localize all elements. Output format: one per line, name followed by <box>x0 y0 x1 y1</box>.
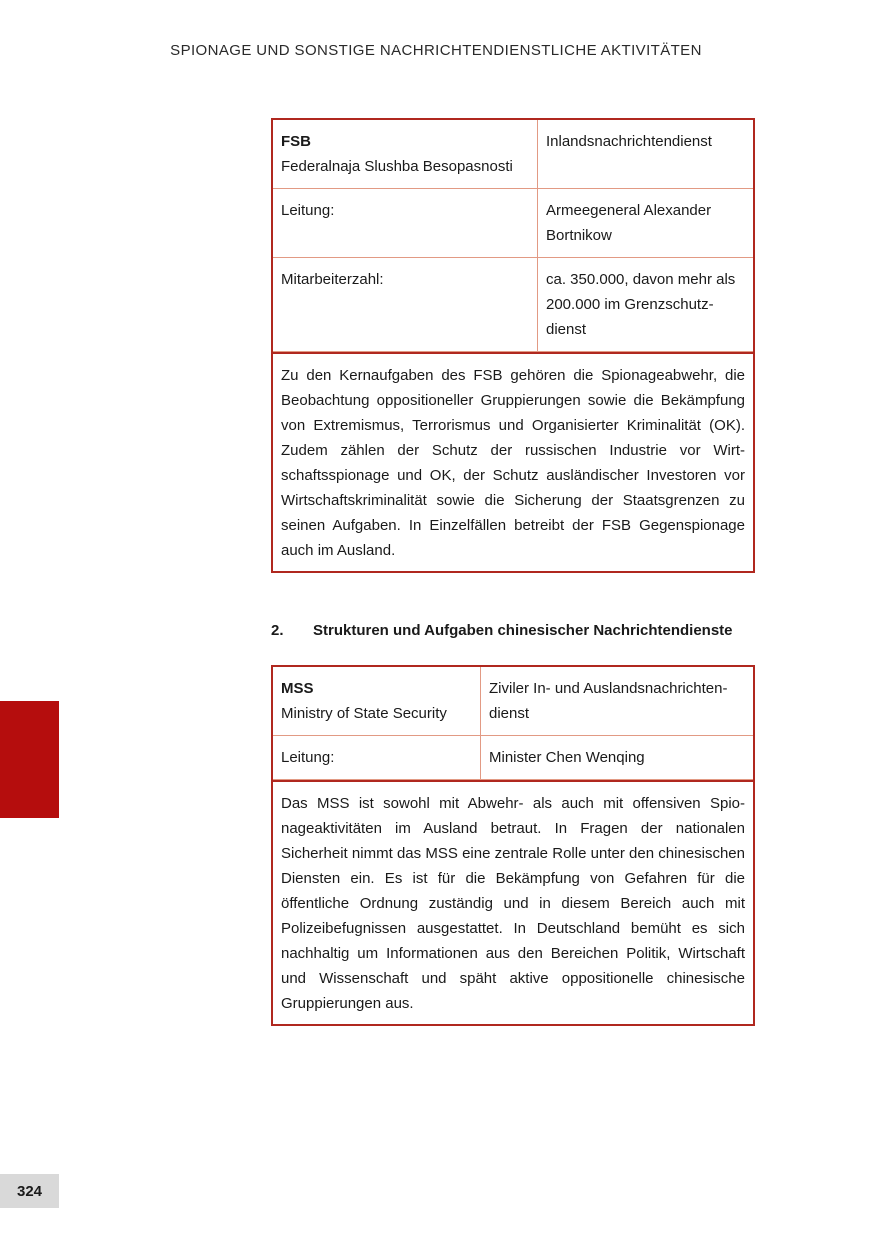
fsb-staff-row <box>273 258 753 352</box>
fsb-leadership-value: Armeegeneral Alexander Bortnikow <box>546 202 712 244</box>
fsb-name-cell <box>273 120 538 188</box>
fsb-type: Inlandsnachrichtendienst <box>546 133 712 150</box>
mss-description: Das MSS ist sowohl mit Abwehr- als auch mit offensiven Spionageaktivitäten im Ausland betraut. In Fragen der nationalen Sicherheit nimmt das MSS eine zentrale Rolle unter den chinesischen Diensten ein. Es ist für die Bekämpfung von Gefahren für die öffentliche Ordnung zuständig und in diesem Bereich auch mit Polizeibefugnissen ausgestattet. In Deutschland bemüht es sich nachhaltig um Informationen aus den Bereichen Politik, Wirtschaft und Wissenschaft und späht aktive oppositionelle chinesische Gruppierungen aus. <box>273 780 753 1024</box>
mss-abbreviation: MSS <box>281 680 314 697</box>
section-number: 2. <box>271 622 284 639</box>
mss-leadership-value: Minister Chen Wenqing <box>489 749 645 766</box>
running-header: SPIONAGE UND SONSTIGE NACHRICHTENDIENSTLICHE AKTIVITÄTEN <box>170 42 702 59</box>
fsb-leadership-row <box>273 189 753 258</box>
mss-leadership-label: Leitung: <box>273 736 481 779</box>
mss-type: Ziviler In- und Auslandsnachrichtendienst <box>489 680 728 722</box>
fsb-abbreviation: FSB <box>281 133 311 150</box>
mss-info-table <box>271 665 755 1026</box>
mss-name-row <box>273 667 753 736</box>
page-number: 324 <box>0 1174 59 1208</box>
fsb-leadership-label: Leitung: <box>273 189 538 257</box>
fsb-description: Zu den Kernaufgaben des FSB gehören die Spionageabwehr, die Beobachtung oppositioneller Gruppierungen sowie die Bekämpfung von Extremismus, Terrorismus und Organisierter Kriminalität (OK). Zudem zählen der Schutz der russischen Industrie vor Wirtschaftsspionage und OK, der Schutz ausländischer Investoren vor Wirtschaftskriminalität sowie die Sicherung der Staatsgrenzen zu seinen Aufgaben. In Einzelfällen betreibt der FSB Gegenspionage auch im Ausland. <box>273 352 753 571</box>
fsb-name-row <box>273 120 753 189</box>
chapter-side-tab <box>0 701 59 818</box>
fsb-full-name: Federalnaja Slushba Besopasnosti <box>281 158 513 175</box>
section-title: Strukturen und Aufgaben chinesischer Nachrichtendienste <box>313 622 733 639</box>
mss-leadership-row <box>273 736 753 780</box>
fsb-staff-label: Mitarbeiterzahl: <box>273 258 538 351</box>
fsb-info-table <box>271 118 755 573</box>
mss-full-name: Ministry of State Security <box>281 705 447 722</box>
section-heading <box>271 622 733 639</box>
fsb-staff-value: ca. 350.000, davon mehr als 200.000 im Grenzschutzdienst <box>546 271 736 338</box>
mss-name-cell <box>273 667 481 735</box>
